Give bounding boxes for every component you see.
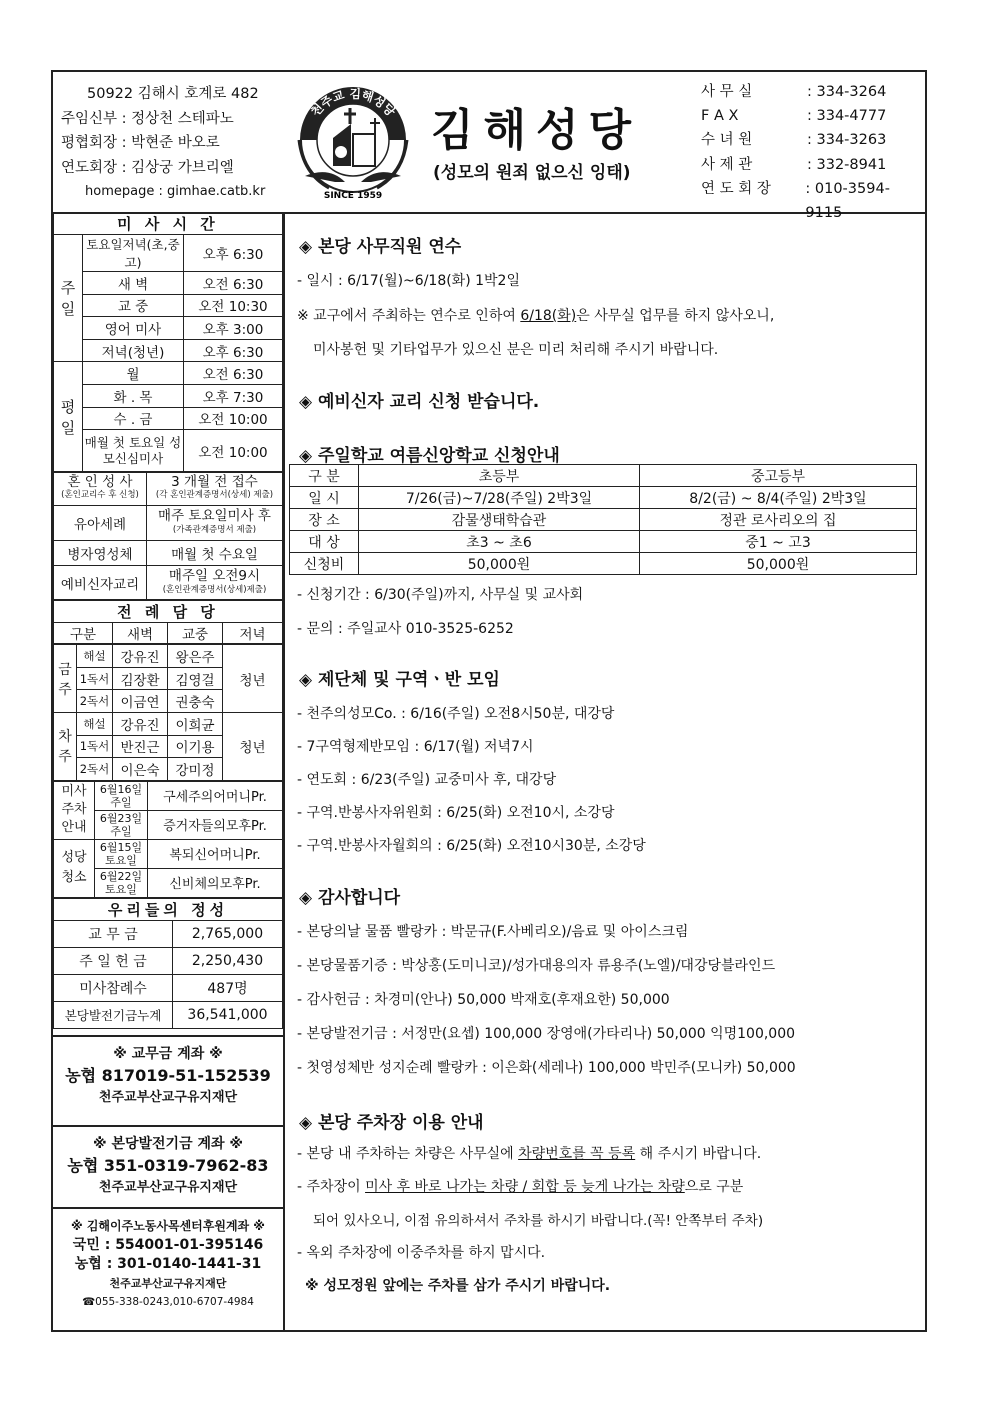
offering-value: 487명	[173, 974, 283, 1001]
notices	[285, 212, 925, 1332]
reader: 김장환	[113, 667, 168, 690]
mass-name: 교 중	[83, 294, 184, 317]
contact-fax	[701, 104, 925, 128]
sacrament-name-cell	[54, 473, 147, 506]
notice-line: - 본당발전기금 : 서정만(요셉) 100,000 장영애(가타리나) 50,000 익명100,000	[297, 1026, 796, 1042]
week-label: 차주	[54, 712, 77, 780]
liturgy-header: 저녁	[223, 623, 283, 644]
evening-reader: 청년	[223, 645, 283, 713]
account-title: ※ 본당발전기금 계좌 ※	[92, 1135, 244, 1152]
sunday-label: 주일	[54, 235, 83, 362]
week-label: 금주	[54, 645, 77, 713]
liturgy-title: 전 례 담 당	[54, 601, 283, 623]
text-part: ※ 교구에서 주최하는 연수로 인하여	[297, 308, 521, 324]
role: 1독서	[77, 735, 113, 758]
notice-line: - 옥외 주차장에 이중주차를 하지 맙시다.	[297, 1245, 546, 1261]
account-number: 농협 817019-51-152539	[65, 1065, 271, 1085]
duty-table	[53, 781, 283, 898]
sacrament-detail-cell	[147, 566, 283, 600]
notice-line: - 첫영성체반 성지순례 빨랑카 : 이은화(세레나) 100,000 박민주(모니카) 50,000	[297, 1060, 796, 1076]
table-cell: 신청비	[290, 553, 359, 575]
youth-head: 연도회장 : 김상궁 가브리엘	[61, 159, 234, 176]
table-cell: 8/2(금) ~ 8/4(주일) 2박3일	[640, 487, 917, 509]
offering-table	[53, 898, 283, 1029]
mass-time: 오후 6:30	[184, 339, 283, 362]
notice-heading: ◈ 본당 사무직원 연수	[299, 237, 462, 257]
offering-value: 2,250,430	[173, 947, 283, 974]
parish-info	[61, 82, 265, 205]
notice-line: - 문의 : 주일교사 010-3525-6252	[297, 621, 514, 637]
reader: 이금연	[113, 690, 168, 713]
underlined-date: 6/18(화)	[520, 308, 577, 324]
table-cell: 감물생태학습관	[359, 509, 640, 531]
offering-title: 우리들의 정성	[54, 898, 283, 920]
mass-name: 토요일저녁(초,중고)	[83, 235, 184, 272]
summer-school-table	[289, 464, 917, 575]
sacrament-detail: 3 개월 전 접수	[171, 474, 258, 491]
duty-group: 복되신어머니Pr.	[148, 839, 283, 868]
offering-name: 교 무 금	[54, 920, 173, 947]
parish-title: 김해성당	[431, 105, 642, 156]
sacrament-name: 예비신자교리	[54, 566, 147, 600]
table-cell: 7/26(금)~7/28(주일) 2박3일	[359, 487, 640, 509]
reader: 김영걸	[168, 667, 223, 690]
table-cell: 일 시	[290, 487, 359, 509]
bulletin-frame	[51, 70, 927, 1332]
table-cell: 구 분	[290, 465, 359, 487]
mass-name: 화 . 목	[83, 384, 184, 407]
homepage-link[interactable]: homepage : gimhae.catb.kr	[85, 184, 266, 199]
duty-group: 구세주의어머니Pr.	[148, 781, 283, 810]
notice-line: - 감사헌금 : 차경미(안나) 50,000 박재호(후재요한) 50,000	[297, 992, 670, 1008]
notice-heading: ◈ 본당 주차장 이용 안내	[299, 1113, 484, 1133]
reader: 이기용	[168, 735, 223, 758]
contact-value: : 334-3263	[807, 132, 887, 149]
mass-name: 수 . 금	[83, 407, 184, 430]
sacrament-table	[53, 472, 283, 600]
mass-time: 오후 3:00	[184, 317, 283, 340]
liturgy-table	[53, 600, 283, 644]
mass-time: 오전 10:30	[184, 294, 283, 317]
reader: 권충숙	[168, 690, 223, 713]
table-cell: 50,000원	[640, 553, 917, 575]
mass-time: 오후 7:30	[184, 384, 283, 407]
sacrament-name: 혼 인 성 사	[67, 474, 133, 491]
sacrament-detail: 매주 토요일미사 후	[158, 508, 271, 525]
account-number: 농협 : 301-0140-1441-31	[74, 1255, 262, 1272]
role: 1독서	[77, 667, 113, 690]
notice-line: - 7구역형제반모임 : 6/17(월) 저녁7시	[297, 739, 534, 755]
offering-value: 36,541,000	[173, 1001, 283, 1028]
text-part: - 주차장이	[297, 1179, 366, 1195]
table-cell: 초등부	[359, 465, 640, 487]
cleaning-label: 성당 청소	[54, 839, 95, 897]
mass-name: 매월 첫 토요일 성모신심미사	[83, 430, 184, 472]
sidebar	[53, 212, 285, 1332]
contact-list	[701, 80, 925, 225]
header	[53, 72, 925, 222]
table-cell: 장 소	[290, 509, 359, 531]
weekday-label: 평일	[54, 362, 83, 472]
sacrament-detail: 매주일 오전9시	[168, 567, 261, 584]
mass-time: 오전 6:30	[184, 272, 283, 295]
reader: 이희균	[168, 712, 223, 735]
notice-line: - 구역.반봉사자월회의 : 6/25(화) 오전10시30분, 소강당	[297, 838, 646, 854]
address: 50922 김해시 호계로 482	[87, 86, 259, 102]
table-cell: 중1 ~ 고3	[640, 531, 917, 553]
mass-title: 미 사 시 간	[54, 213, 283, 235]
notice-line: - 일시 : 6/17(월)~6/18(화) 1박2일	[297, 273, 520, 289]
mass-name: 영어 미사	[83, 317, 184, 340]
contact-label: F A X	[701, 108, 739, 125]
table-cell: 초3 ~ 초6	[359, 531, 640, 553]
table-cell: 대 상	[290, 531, 359, 553]
contact-label: 수 녀 원	[701, 132, 753, 149]
text-part: 은 사무실 업무를 하지 않사오니,	[576, 308, 775, 324]
reader: 강미정	[168, 758, 223, 781]
notice-heading: ◈ 주일학교 여름신앙학교 신청안내	[299, 446, 560, 466]
tithe-account	[53, 1035, 283, 1125]
role: 2독서	[77, 690, 113, 713]
mass-time: 오전 10:00	[184, 407, 283, 430]
account-holder: 천주교부산교구유지재단	[109, 1276, 227, 1290]
table-cell: 50,000원	[359, 553, 640, 575]
duty-group: 신비체의모후Pr.	[148, 868, 283, 897]
offering-name: 주 일 헌 금	[54, 947, 173, 974]
reader: 반진근	[113, 735, 168, 758]
underlined-text: 미사 후 바로 나가는 차량 / 회합 등 늦게 나가는 차량	[365, 1179, 685, 1195]
account-title: ※ 김해이주노동사목센터후원계좌 ※	[71, 1218, 265, 1233]
sacrament-detail-note: (혼인관계증명서(상세)제출)	[162, 584, 267, 595]
account-title: ※ 교무금 계좌 ※	[113, 1045, 223, 1062]
council-head: 평협회장 : 박현준 바오로	[61, 135, 220, 151]
mass-name: 월	[83, 362, 184, 385]
contact-label: 사 제 관	[701, 156, 753, 173]
duty-group: 증거자들의모후Pr.	[148, 810, 283, 839]
fund-account	[53, 1125, 283, 1207]
duty-date: 6월22일 토요일	[95, 868, 148, 897]
contact-value: : 334-3264	[807, 84, 887, 100]
offering-name: 미사참례수	[54, 974, 173, 1001]
mass-name: 저녁(청년)	[83, 339, 184, 362]
parish-logo	[289, 78, 417, 206]
notice-line: ※ 성모정원 앞에는 주차를 삼가 주시기 바랍니다.	[305, 1278, 611, 1294]
sacrament-detail: 매월 첫 수요일	[147, 541, 283, 566]
contact-label: 사 무 실	[701, 84, 753, 100]
notice-line: - 구역.반봉사자위원회 : 6/25(화) 오전10시, 소강당	[297, 805, 615, 821]
phone-number: ☎055-338-0243,010-6707-4984	[82, 1295, 254, 1308]
notice-line	[297, 305, 774, 325]
sacrament-name: 병자영성체	[54, 541, 147, 566]
parish-subtitle: (성모의 원죄 없으신 잉태)	[433, 163, 631, 183]
mass-schedule-table	[53, 212, 283, 472]
text-part: 으로 구분	[684, 1179, 744, 1195]
notice-heading: ◈ 제단체 및 구역ㆍ반 모임	[299, 670, 500, 690]
reader: 강유진	[113, 712, 168, 735]
contact-value: : 334-4777	[807, 108, 887, 125]
account-number: 국민 : 554001-01-395146	[72, 1236, 264, 1253]
offering-name: 본당발전기금누계	[54, 1001, 173, 1028]
liturgy-header: 구분	[54, 623, 113, 644]
mass-time: 오전 10:00	[184, 430, 283, 472]
contact-value: : 010-3594-9115	[805, 180, 890, 222]
notice-line	[297, 1143, 761, 1163]
mass-time: 오전 6:30	[184, 362, 283, 385]
mass-time: 오후 6:30	[184, 235, 283, 272]
mass-name: 새 벽	[83, 272, 184, 295]
notice-line	[297, 1176, 743, 1196]
contact-label: 연 도 회 장	[701, 180, 771, 197]
parking-label: 미사 주차 안내	[54, 781, 95, 839]
table-cell: 정관 로사리오의 집	[640, 509, 917, 531]
duty-date: 6월16일 주일	[95, 781, 148, 810]
text-part: 해 주시기 바랍니다.	[635, 1146, 762, 1162]
sacrament-note: (혼인교리수 후 신청)	[61, 490, 139, 501]
notice-line: - 본당의날 물품 빨랑카 : 박문규(F.사베리오)/음료 및 아이스크림	[297, 924, 689, 940]
notice-heading: ◈ 예비신자 교리 신청 받습니다.	[299, 392, 540, 412]
contact-office	[701, 80, 925, 104]
notice-heading: ◈ 감사합니다	[299, 888, 401, 908]
sacrament-detail-note: (각 혼인관계증명서(상세) 제출)	[155, 490, 274, 501]
reader: 왕은주	[168, 645, 223, 668]
reader: 이은숙	[113, 758, 168, 781]
liturgy-header: 새벽	[113, 623, 168, 644]
offering-value: 2,765,000	[173, 920, 283, 947]
account-holder: 천주교부산교구유지재단	[98, 1179, 238, 1195]
logo-since: SINCE 1959	[323, 191, 383, 201]
account-number: 농협 351-0319-7962-83	[67, 1155, 269, 1175]
reader: 강유진	[113, 645, 168, 668]
sacrament-detail-cell	[147, 473, 283, 506]
notice-line: - 신청기간 : 6/30(주일)까지, 사무실 및 교사회	[297, 587, 584, 603]
table-cell: 중고등부	[640, 465, 917, 487]
labor-center-account	[53, 1207, 283, 1335]
liturgy-roster	[53, 644, 283, 781]
underlined-text: 차량번호를 꼭 등록	[518, 1146, 636, 1162]
sacrament-name: 유아세례	[54, 506, 147, 541]
liturgy-header: 교중	[168, 623, 223, 644]
notice-line: - 천주의성모Co. : 6/16(주일) 오전8시50분, 대강당	[297, 706, 615, 722]
logo-text: 천주교 김해성당	[308, 86, 398, 119]
role: 2독서	[77, 758, 113, 781]
text-part: - 본당 내 주차하는 차량은 사무실에	[297, 1146, 519, 1162]
role: 해설	[77, 712, 113, 735]
sacrament-detail-cell	[147, 506, 283, 541]
contact-rectory	[701, 153, 925, 177]
evening-reader: 청년	[223, 712, 283, 780]
pastor: 주임신부 : 정상천 스테파노	[61, 110, 234, 127]
sacrament-detail-note: (가족관계증명서 제출)	[172, 525, 257, 536]
duty-date: 6월15일 토요일	[95, 839, 148, 868]
notice-line: 미사봉헌 및 기타업무가 있으신 분은 미리 처리해 주시기 바랍니다.	[313, 342, 719, 358]
notice-line: - 연도회 : 6/23(주일) 교중미사 후, 대강당	[297, 772, 557, 788]
notice-line: - 본당물품기증 : 박상홍(도미니코)/성가대용의자 류용주(노엘)/대강당블라인드	[297, 958, 776, 974]
account-holder: 천주교부산교구유지재단	[98, 1089, 238, 1105]
role: 해설	[77, 645, 113, 668]
contact-convent	[701, 128, 925, 152]
contact-value: : 332-8941	[807, 156, 887, 173]
duty-date: 6월23일 주일	[95, 810, 148, 839]
notice-line: 되어 있사오니, 이점 유의하셔서 주차를 하시기 바랍니다.(꼭! 안쪽부터 주차)	[313, 1213, 764, 1229]
